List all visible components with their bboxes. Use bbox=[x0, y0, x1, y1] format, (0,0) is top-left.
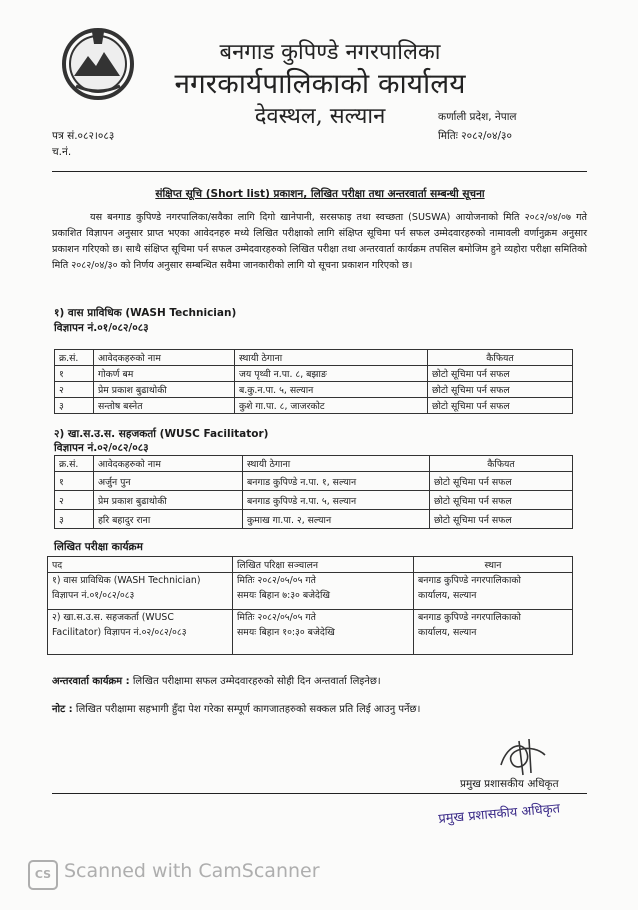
cell-name: प्रेम प्रकाश बुढाथोकी bbox=[94, 491, 243, 510]
cell-name: अर्जुन पुन bbox=[94, 472, 243, 491]
notice-body: यस बनगाड कुपिण्डे नगरपालिका/सवैका लागि दिगो खानेपानी, सरसफाइ तथा स्वच्छता (SUSWA) आयोजनाको मिति २०८२/०४/०७ गते प्रकाशित विज्ञापन अनुसार प्राप्त भएका आवेदनहरु मध्ये लिखित परीक्षाको लागि संक्षिप्त सूचिमा पर्न सफल उम्मेदवारहरुको नामावली वर्णानुक्रम अनुसार प्रकाशन गरिएको छ। साथै संक्षिप्त सूचिमा पर्न सफल उम्मेदवारहरुको लिखित परीक्षा तथा अन्तरवार्ता कार्यक्रम तपसिल बमोजिम हुने व्यहोरा परीक्षा समितिको मिति २०८२/०४/३० को निर्णय अनुसार सम्बन्धित सवैमा जानकारीको लागि यो सूचना प्रकाशन गरिएको छ। bbox=[52, 212, 587, 271]
section1-title: १) वास प्राविधिक (WASH Technician) bbox=[54, 307, 237, 319]
exam-title: लिखित परीक्षा कार्यक्रम bbox=[54, 541, 143, 553]
col-sn: क्र.सं. bbox=[55, 456, 94, 472]
table-header-row bbox=[55, 456, 573, 472]
cell-remarks: छोटो सूचिमा पर्न सफल bbox=[430, 510, 573, 529]
cell-sn: २ bbox=[55, 491, 94, 510]
table-row bbox=[55, 398, 573, 414]
exam-time: समयः बिहान ७:३० बजेदेखि bbox=[237, 590, 330, 601]
table-header-row bbox=[48, 557, 573, 573]
section1-ad-number: विज्ञापन नं.०१/०८२/०८३ bbox=[54, 322, 149, 334]
table-row bbox=[55, 366, 573, 382]
col-address: स्थायी ठेगाना bbox=[235, 350, 428, 366]
cell-remarks: छोटो सूचिमा पर्न सफल bbox=[428, 382, 573, 398]
table-row bbox=[55, 382, 573, 398]
post-line: विज्ञापन नं.०१/०८२/०८३ bbox=[52, 590, 135, 601]
office-name: नगरकार्यपालिकाको कार्यालय bbox=[174, 67, 466, 100]
general-note bbox=[52, 701, 420, 715]
cell-remarks: छोटो सूचिमा पर्न सफल bbox=[430, 472, 573, 491]
cell-address: जय पृथ्वी न.पा. ८, बझाङ bbox=[235, 366, 428, 382]
col-exam-schedule: लिखित परिक्षा सञ्चालन bbox=[233, 557, 414, 573]
cell-name: प्रेम प्रकाश बुढाथोकी bbox=[94, 382, 235, 398]
cell-address: कुशे गा.पा. ८, जाजरकोट bbox=[235, 398, 428, 414]
venue-line: बनगाड कुपिण्डे नगरपालिकाको bbox=[418, 612, 521, 623]
cell-address: ब.कु.न.पा. ५, सल्यान bbox=[235, 382, 428, 398]
municipality-name: बनगाड कुपिण्डे नगरपालिका bbox=[219, 40, 441, 65]
camscanner-logo-icon: CS bbox=[28, 860, 58, 890]
section1-table bbox=[54, 349, 573, 414]
interview-text: लिखित परीक्षामा सफल उम्मेदवारहरुको सोही दिन अन्तवार्ता लिइनेछ। bbox=[129, 676, 381, 687]
interview-note bbox=[52, 673, 381, 687]
col-name: आवेदकहरुको नाम bbox=[94, 350, 235, 366]
col-sn: क्र.सं. bbox=[55, 350, 94, 366]
office-place: देवस्थल, सल्यान bbox=[254, 104, 386, 129]
cell-sn: २ bbox=[55, 382, 94, 398]
header-divider bbox=[52, 171, 587, 172]
cell-sn: १ bbox=[55, 472, 94, 491]
cell-remarks: छोटो सूचिमा पर्न सफल bbox=[428, 398, 573, 414]
footer-divider bbox=[52, 793, 587, 794]
table-row bbox=[48, 610, 573, 655]
cell-remarks: छोटो सूचिमा पर्न सफल bbox=[428, 366, 573, 382]
cell-address: बनगाड कुपिण्डे न.पा. ५, सल्यान bbox=[243, 491, 430, 510]
col-remarks: कैफियत bbox=[430, 456, 573, 472]
cell-name: सन्तोष बस्नेत bbox=[94, 398, 235, 414]
table-row bbox=[55, 472, 573, 491]
table-row bbox=[48, 573, 573, 610]
exam-date: मितिः २०८२/०५/०५ गते bbox=[237, 575, 316, 586]
cell-name: हरि बहादुर राना bbox=[94, 510, 243, 529]
exam-time: समयः बिहान १०:३० बजेदेखि bbox=[237, 627, 335, 638]
post-line: १) वास प्राविधिक (WASH Technician) bbox=[52, 575, 201, 586]
notice-subject: संक्षिप्त सूचि (Short list) प्रकाशन, लिखित परीक्षा तथा अन्तरवार्ता सम्बन्धी सूचना bbox=[155, 188, 485, 200]
section2-title: २) खा.स.उ.स. सहजकर्ता (WUSC Facilitator) bbox=[54, 428, 269, 440]
dispatch-number: च.नं. bbox=[52, 146, 72, 158]
handwritten-signature bbox=[493, 735, 553, 780]
venue-line: कार्यालय, सल्यान bbox=[418, 590, 477, 601]
exam-date: मितिः २०८२/०५/०५ गते bbox=[237, 612, 316, 623]
cell-address: कुमाख गा.पा. २, सल्यान bbox=[243, 510, 430, 529]
post-line: Facilitator) विज्ञापन नं.०२/०८२/०८३ bbox=[52, 627, 187, 638]
col-remarks: कैफियत bbox=[428, 350, 573, 366]
section2-ad-number: विज्ञापन नं.०२/०८२/०८३ bbox=[54, 442, 149, 454]
cell-sn: ३ bbox=[55, 510, 94, 529]
official-stamp: प्रमुख प्रशासकीय अधिकृत bbox=[437, 801, 561, 827]
interview-label: अन्तरवार्ता कार्यक्रम : bbox=[52, 676, 130, 687]
cell-schedule bbox=[233, 573, 414, 610]
cell-sn: १ bbox=[55, 366, 94, 382]
section2-table bbox=[54, 455, 573, 529]
note-text: लिखित परीक्षामा सहभागी हुँदा पेश गरेका सम्पूर्ण कागजातहरुको सक्कल प्रति लिई आउनु पर्नेछ। bbox=[72, 704, 421, 715]
col-name: आवेदकहरुको नाम bbox=[94, 456, 243, 472]
venue-line: बनगाड कुपिण्डे नगरपालिकाको bbox=[418, 575, 521, 586]
reference-number: पत्र सं.०८२।०८३ bbox=[52, 130, 115, 142]
camscanner-watermark: Scanned with CamScanner bbox=[64, 860, 320, 882]
cell-venue bbox=[414, 610, 573, 655]
municipality-logo-icon bbox=[58, 22, 138, 102]
post-line: २) खा.स.उ.स. सहजकर्ता (WUSC bbox=[52, 612, 174, 623]
table-row bbox=[55, 510, 573, 529]
note-label: नोट : bbox=[52, 704, 73, 715]
cell-schedule bbox=[233, 610, 414, 655]
cell-post bbox=[48, 573, 233, 610]
table-row bbox=[55, 491, 573, 510]
col-venue: स्थान bbox=[414, 557, 573, 573]
letter-date: मितिः २०८२/०४/३० bbox=[438, 130, 512, 142]
col-post: पद bbox=[48, 557, 233, 573]
cell-sn: ३ bbox=[55, 398, 94, 414]
col-address: स्थायी ठेगाना bbox=[243, 456, 430, 472]
table-header-row bbox=[55, 350, 573, 366]
cell-venue bbox=[414, 573, 573, 610]
venue-line: कार्यालय, सल्यान bbox=[418, 627, 477, 638]
cell-name: गोकर्ण बम bbox=[94, 366, 235, 382]
signatory-title: प्रमुख प्रशासकीय अधिकृत bbox=[460, 778, 559, 790]
cell-remarks: छोटो सूचिमा पर्न सफल bbox=[430, 491, 573, 510]
cell-address: बनगाड कुपिण्डे न.पा. १, सल्यान bbox=[243, 472, 430, 491]
exam-table bbox=[47, 556, 573, 655]
cell-post bbox=[48, 610, 233, 655]
province: कर्णाली प्रदेश, नेपाल bbox=[438, 111, 517, 123]
